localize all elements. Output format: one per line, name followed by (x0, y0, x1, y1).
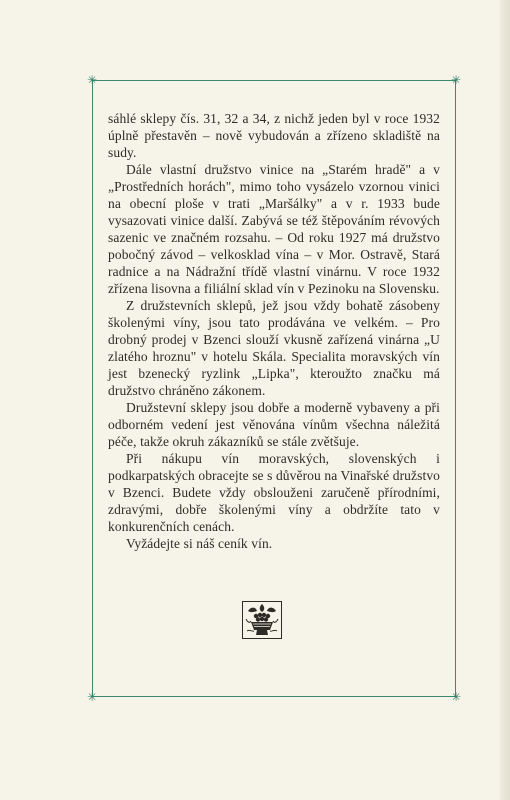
page-edge (500, 0, 510, 800)
paragraph: Při nákupu vín moravských, slovenských i podkarpatských obracejte se s důvěrou na Vinařské družstvo v Bzenci. Budete vždy obslouženi zaručeně přírodními, zdravými, dobře školenými víny a obdržíte tato v konkurenčních cenách. (108, 451, 441, 534)
paragraph: sáhlé sklepy čís. 31, 32 a 34, z nichž jeden byl v roce 1932 úplně přestavěn – nově vybudován a zřízeno skladiště na sudy. (108, 111, 440, 160)
corner-star-icon: ✳ (86, 690, 98, 704)
body-text (108, 110, 440, 552)
grape-basket-ornament-icon (242, 601, 282, 639)
corner-star-icon: ✳ (450, 73, 462, 87)
paragraph: Dále vlastní družstvo vinice na „Starém hradě" a v „Prostředních horách", mimo toho vysázelo vzornou vinici na obecní ploše v trati „Maršálky" a v r. 1933 bude vysazovati vinice další. Zabývá se též štěpováním révových sazenic ve značném rozsahu. – Od roku 1927 má družstvo pobočný závod – velkosklad vína – v Mor. Ostravě, Stará radnice a na Nádražní třídě vlastní vinárnu. V roce 1932 zřízena lisovna a filiální sklad vín v Pezinoku na Slovensku. (108, 162, 440, 296)
corner-star-icon: ✳ (450, 690, 462, 704)
paragraph: Z družstevních sklepů, jež jsou vždy bohatě zásobeny školenými víny, jsou tato prodávána ve velkém. – Pro drobný prodej v Bzenci slouží vkusně zařízená vinárna „U zlatého hroznu" v hotelu Skála. Specialita moravských vín jest bzenecký ryzlink „Lipka", kteroužto značku má družstvo chráněno zákonem. (108, 298, 440, 398)
paragraph: Vyžádejte si náš ceník vín. (126, 536, 273, 551)
corner-star-icon: ✳ (86, 73, 98, 87)
paragraph: Družstevní sklepy jsou dobře a moderně vybaveny a při odborném vedení jest věnována vínům všechna náležitá péče, takže okruh zákazníků se stále zvětšuje. (108, 400, 440, 449)
